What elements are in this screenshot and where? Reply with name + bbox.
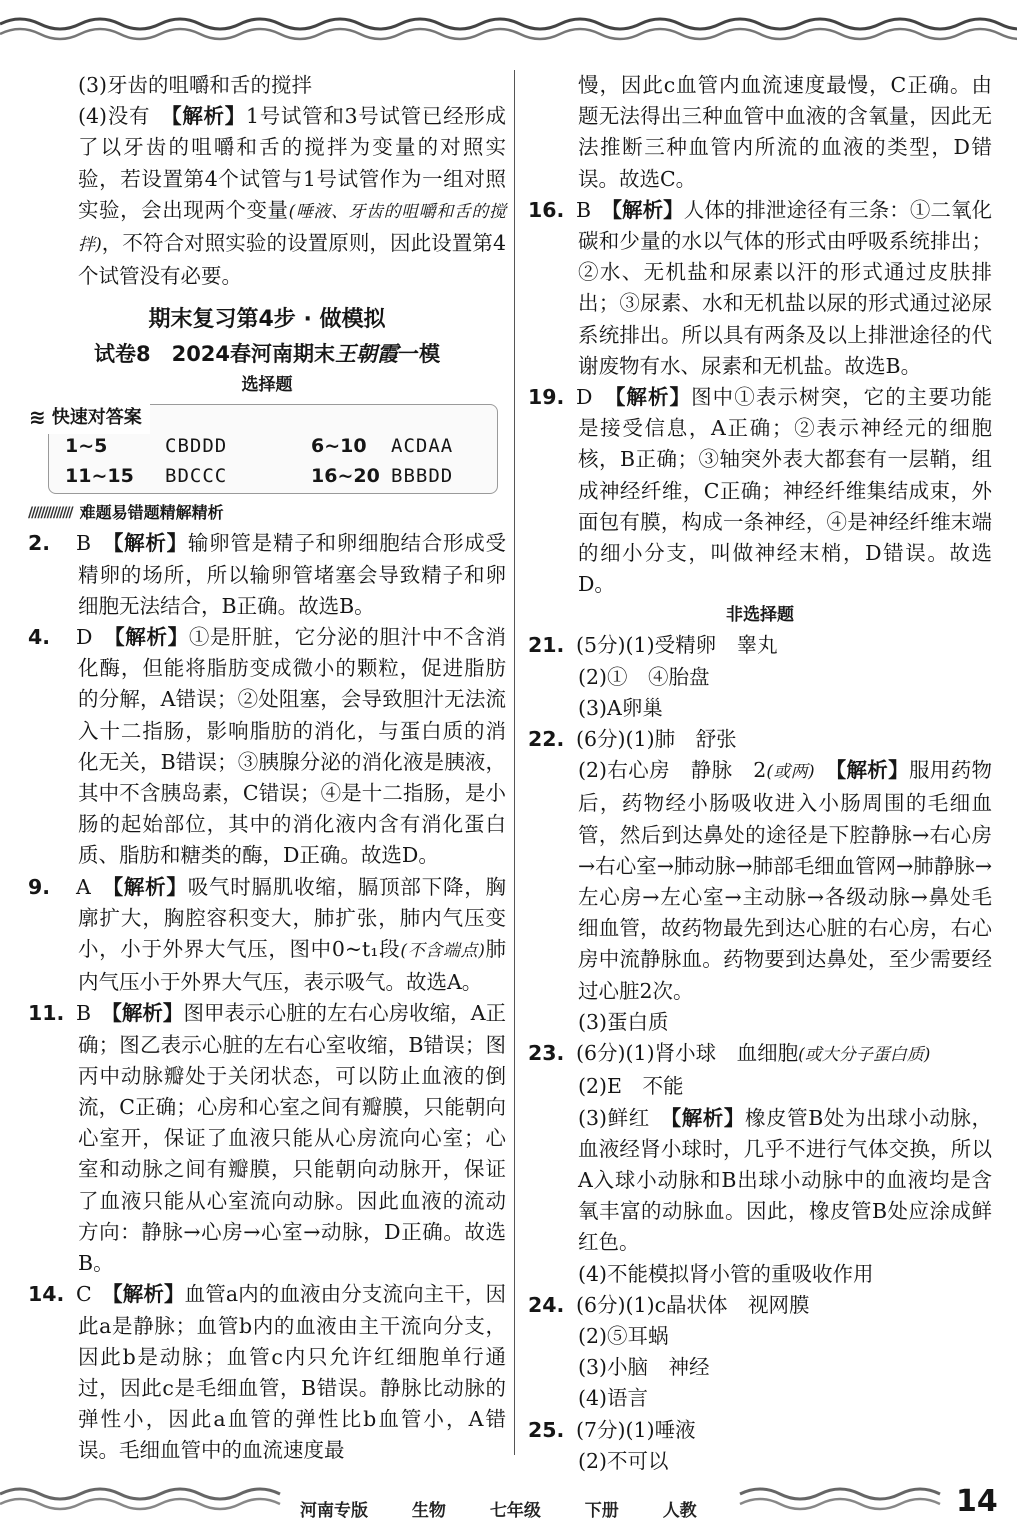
question-14-continued: 慢，因此c血管内血流速度最慢，C正确。由题无法得出三种血管中血液的含氧量，因此无法推断三种血管内所流的血液的类型，D错误。故选C。	[578, 73, 992, 191]
brand-logo-text: 王朝霞	[335, 341, 399, 367]
page-number: 14	[956, 1484, 998, 1519]
q-prev-3: (3)牙齿的咀嚼和舌的搅拌	[78, 73, 313, 97]
question-11: 11. B 【解析】图甲表示心脏的左右心房收缩，A正确；图乙表示心脏的左右心室收缩，B错误；图丙中动脉瓣处于关闭状态，可以防止血液的倒流，C正确；心房和心室之间有瓣膜，只能朝向心室开，保证了血液只能从心房流向心室；心室和动脉之间有瓣膜，只能朝向动脉开，保证了血液只能从心室流向动脉。因此血液的流动方向：静脉→心房→心室→动脉，D正确。故选B。	[28, 1001, 507, 1276]
question-25: 25. (7分)(1)唾液	[528, 1417, 696, 1442]
paper-title: 试卷8 2024春河南期末王朝霞一模	[93, 341, 441, 367]
section-nonchoice-title: 非选择题	[726, 605, 794, 626]
question-23-part4: (4)不能模拟肾小管的重吸收作用	[578, 1261, 874, 1286]
question-23-part2: (2)E 不能	[578, 1074, 684, 1099]
question-21-part3: (3)A卵巢	[578, 695, 663, 720]
zigzag-decoration-icon: //////////////	[28, 505, 72, 522]
question-22: 22. (6分)(1)肺 舒张	[528, 727, 737, 752]
question-9: 9. A 【解析】吸气时膈肌收缩，膈顶部下降，胸廓扩大，胸腔容积变大，肺扩张，肺内气压变小，小于外界大气压，图中0~t₁段(不含端点)肺内气压小于外界大气压，表示吸气。故选A。	[28, 874, 507, 995]
wave-icon: ≋	[29, 405, 46, 430]
question-19: 19. D 【解析】图中①表示树突，它的主要功能是接受信息，A正确；②表示神经元的细胞核，B正确；③轴突外表大都套有一层鞘，组成神经纤维，C正确；神经纤维集结成束，外面包有膜，构成一条神经，④是神经纤维末端的细小分支，叫做神经末梢，D错误。故选D。	[528, 385, 993, 597]
right-column	[528, 70, 992, 1477]
answer-key-header: ≋ 快速对答案	[27, 402, 150, 433]
question-25-part2: (2)不可以	[578, 1448, 669, 1473]
question-24-part2: (2)⑤耳蜗	[578, 1323, 669, 1348]
question-21-part2: (2)① ④胎盘	[578, 664, 710, 689]
question-24-part4: (4)语言	[578, 1386, 649, 1411]
question-21: 21. (5分)(1)受精卵 睾丸	[528, 633, 778, 658]
question-4: 4. D 【解析】①是肝脏，它分泌的胆汁中不含消化酶，但能将脂肪变成微小的颗粒，促进脂肪的分解，A错误；②处阻塞，会导致胆汁无法流入十二指肠，影响脂肪的消化，与蛋白质的消化无关，B错误；③胰腺分泌的消化液是胰液，其中不含胰岛素，C错误；④是十二指肠，是小肠的起始部位，其中的消化液内含有消化蛋白质、脂肪和糖类的酶，D正确。故选D。	[28, 625, 507, 868]
q-prev-4: (4)没有 【解析】1号试管和3号试管已经形成了以牙齿的咀嚼和舌的搅拌为变量的对照实验，若设置第4个试管与1号试管作为一组对照实验，会出现两个变量(唾液、牙齿的咀嚼和舌的搅拌)，不符合对照实验的设置原则，因此设置第4个试管没有必要。	[78, 104, 507, 289]
question-22-part2: (2)右心房 静脉 2(或两) 【解析】服用药物后，药物经小肠吸收进入小肠周围的毛细血管，然后到达鼻处的途径是下腔静脉→右心房→右心室→肺动脉→肺部毛细血管网→肺静脉→左心房→左心室→主动脉→各级动脉→鼻处毛细血管，故药物最先到达心脏的右心房，右心房中流静脉血。药物要到达鼻处，至少需要经过心脏2次。	[578, 758, 993, 1003]
hard-questions-title: ////////////// 难题易错题精解精析	[28, 498, 506, 528]
question-24-part3: (3)小脑 神经	[578, 1355, 710, 1380]
column-divider	[514, 70, 515, 1455]
page-footer: 河南专版 生物 七年级 下册 人教	[300, 1501, 697, 1521]
question-2: 2. B 【解析】输卵管是精子和卵细胞结合形成受精卵的场所，所以输卵管堵塞会导致精子和卵细胞无法结合，B正确。故选B。	[28, 531, 507, 618]
top-wave-border	[0, 12, 1017, 46]
question-23: 23. (6分)(1)肾小球 血细胞(或大分子蛋白质)	[528, 1041, 931, 1066]
question-22-part3: (3)蛋白质	[578, 1009, 669, 1034]
question-16: 16. B 【解析】人体的排泄途径有三条：①二氧化碳和少量的水以气体的形式由呼吸系统排出；②水、无机盐和尿素以汗的形式通过皮肤排出；③尿素、水和无机盐以尿的形式通过泌尿系统排出。所以具有两条及以上排泄途径的代谢废物有水、尿素和无机盐。故选B。	[528, 197, 993, 378]
question-23-part3: (3)鲜红 【解析】橡皮管B处为出球小动脉，血液经肾小球时，几乎不进行气体交换，所以A入球小动脉和B出球小动脉中的血液均是含氧丰富的动脉血。因此，橡皮管B处应涂成鲜红色。	[578, 1105, 992, 1255]
step-title: 期末复习第4步 · 做模拟	[148, 307, 386, 333]
left-column	[28, 70, 506, 1467]
answer-key-box: ≋ 快速对答案 1~5 CBDDD 6~10 ACDAA 11~15 BDCCC 16~20 BBBDD	[48, 404, 498, 494]
question-24: 24. (6分)(1)c晶状体 视网膜	[528, 1292, 810, 1317]
question-14: 14. C 【解析】血管a内的血液由分支流向主干，因此a是静脉；血管b内的血液由主干流向分支，因此b是动脉；血管c内只允许红细胞单行通过，因此c是毛细血管，B错误。静脉比动脉的弹性小，因此a血管的弹性比b血管小，A错误。毛细血管中的血流速度最	[28, 1282, 507, 1463]
section-choice-title: 选择题	[241, 375, 293, 396]
